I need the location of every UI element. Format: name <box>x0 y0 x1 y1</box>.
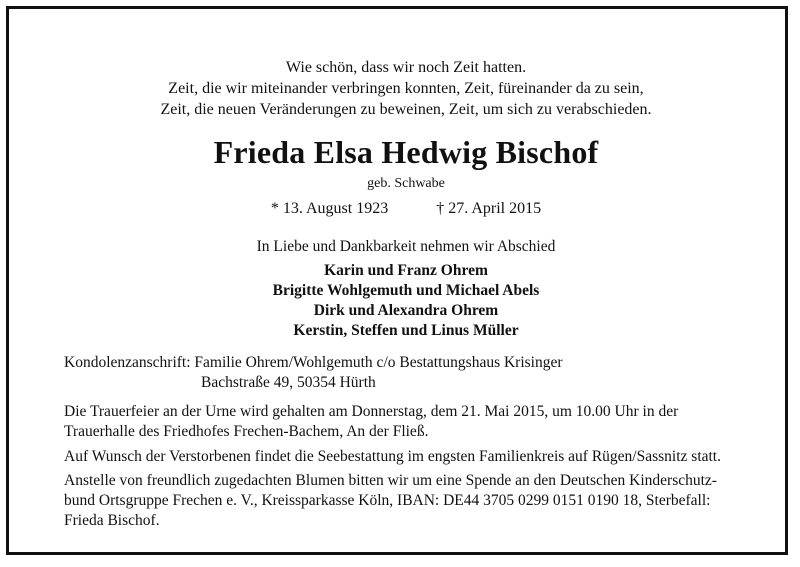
condolence-street: Bachstraße 49, 50354 Hürth <box>201 374 376 391</box>
ceremony-line: Trauerhalle des Friedhofes Frechen-Bachem, An der Fließ. <box>64 423 429 440</box>
ceremony-line: Die Trauerfeier an der Urne wird gehalten am Donnerstag, dem 21. Mai 2015, um 10.00 Uhr in der <box>64 403 679 420</box>
death-date: † 27. April 2015 <box>436 200 542 217</box>
mourner: Karin und Franz Ohrem <box>324 262 488 279</box>
life-dates <box>9 199 800 219</box>
poem-line: Zeit, die wir miteinander verbringen konnten, Zeit, füreinander da zu sein, <box>168 80 644 97</box>
mourner: Dirk und Alexandra Ohrem <box>313 302 499 319</box>
mourners-list <box>9 261 800 341</box>
burial-info <box>64 447 761 467</box>
poem-line: Zeit, die neuen Veränderungen zu beweinen, Zeit, um sich zu verabschieden. <box>160 101 652 118</box>
obituary-notice <box>6 6 788 555</box>
deceased-name: Frieda Elsa Hedwig Bischof <box>213 134 599 170</box>
condolence-address <box>64 353 761 393</box>
donation-request <box>64 471 761 531</box>
mourner: Kerstin, Steffen und Linus Müller <box>293 322 519 339</box>
farewell-text: In Liebe und Dankbarkeit nehmen wir Abschied <box>256 238 556 255</box>
poem <box>9 57 800 120</box>
donation-line: Anstelle von freundlich zugedachten Blumen bitten wir um eine Spende an den Deutschen Kinderschutz- <box>64 472 717 489</box>
birth-date: * 13. August 1923 <box>270 200 389 217</box>
donation-line: bund Ortsgruppe Frechen e. V., Kreissparkasse Köln, IBAN: DE44 3705 0299 0151 0190 18, Sterbefall: <box>64 492 711 509</box>
donation-line: Frieda Bischof. <box>64 512 160 529</box>
poem-line: Wie schön, dass wir noch Zeit hatten. <box>285 59 527 76</box>
mourner: Brigitte Wohlgemuth und Michael Abels <box>272 282 540 299</box>
birth-name: geb. Schwabe <box>367 176 445 191</box>
ceremony-info <box>64 402 761 442</box>
burial-line: Auf Wunsch der Verstorbenen findet die Seebestattung im engsten Familienkreis auf Rügen/Sassnitz statt. <box>64 448 721 465</box>
condolence-line: Kondolenzanschrift: Familie Ohrem/Wohlgemuth c/o Bestattungshaus Krisinger <box>64 354 563 371</box>
